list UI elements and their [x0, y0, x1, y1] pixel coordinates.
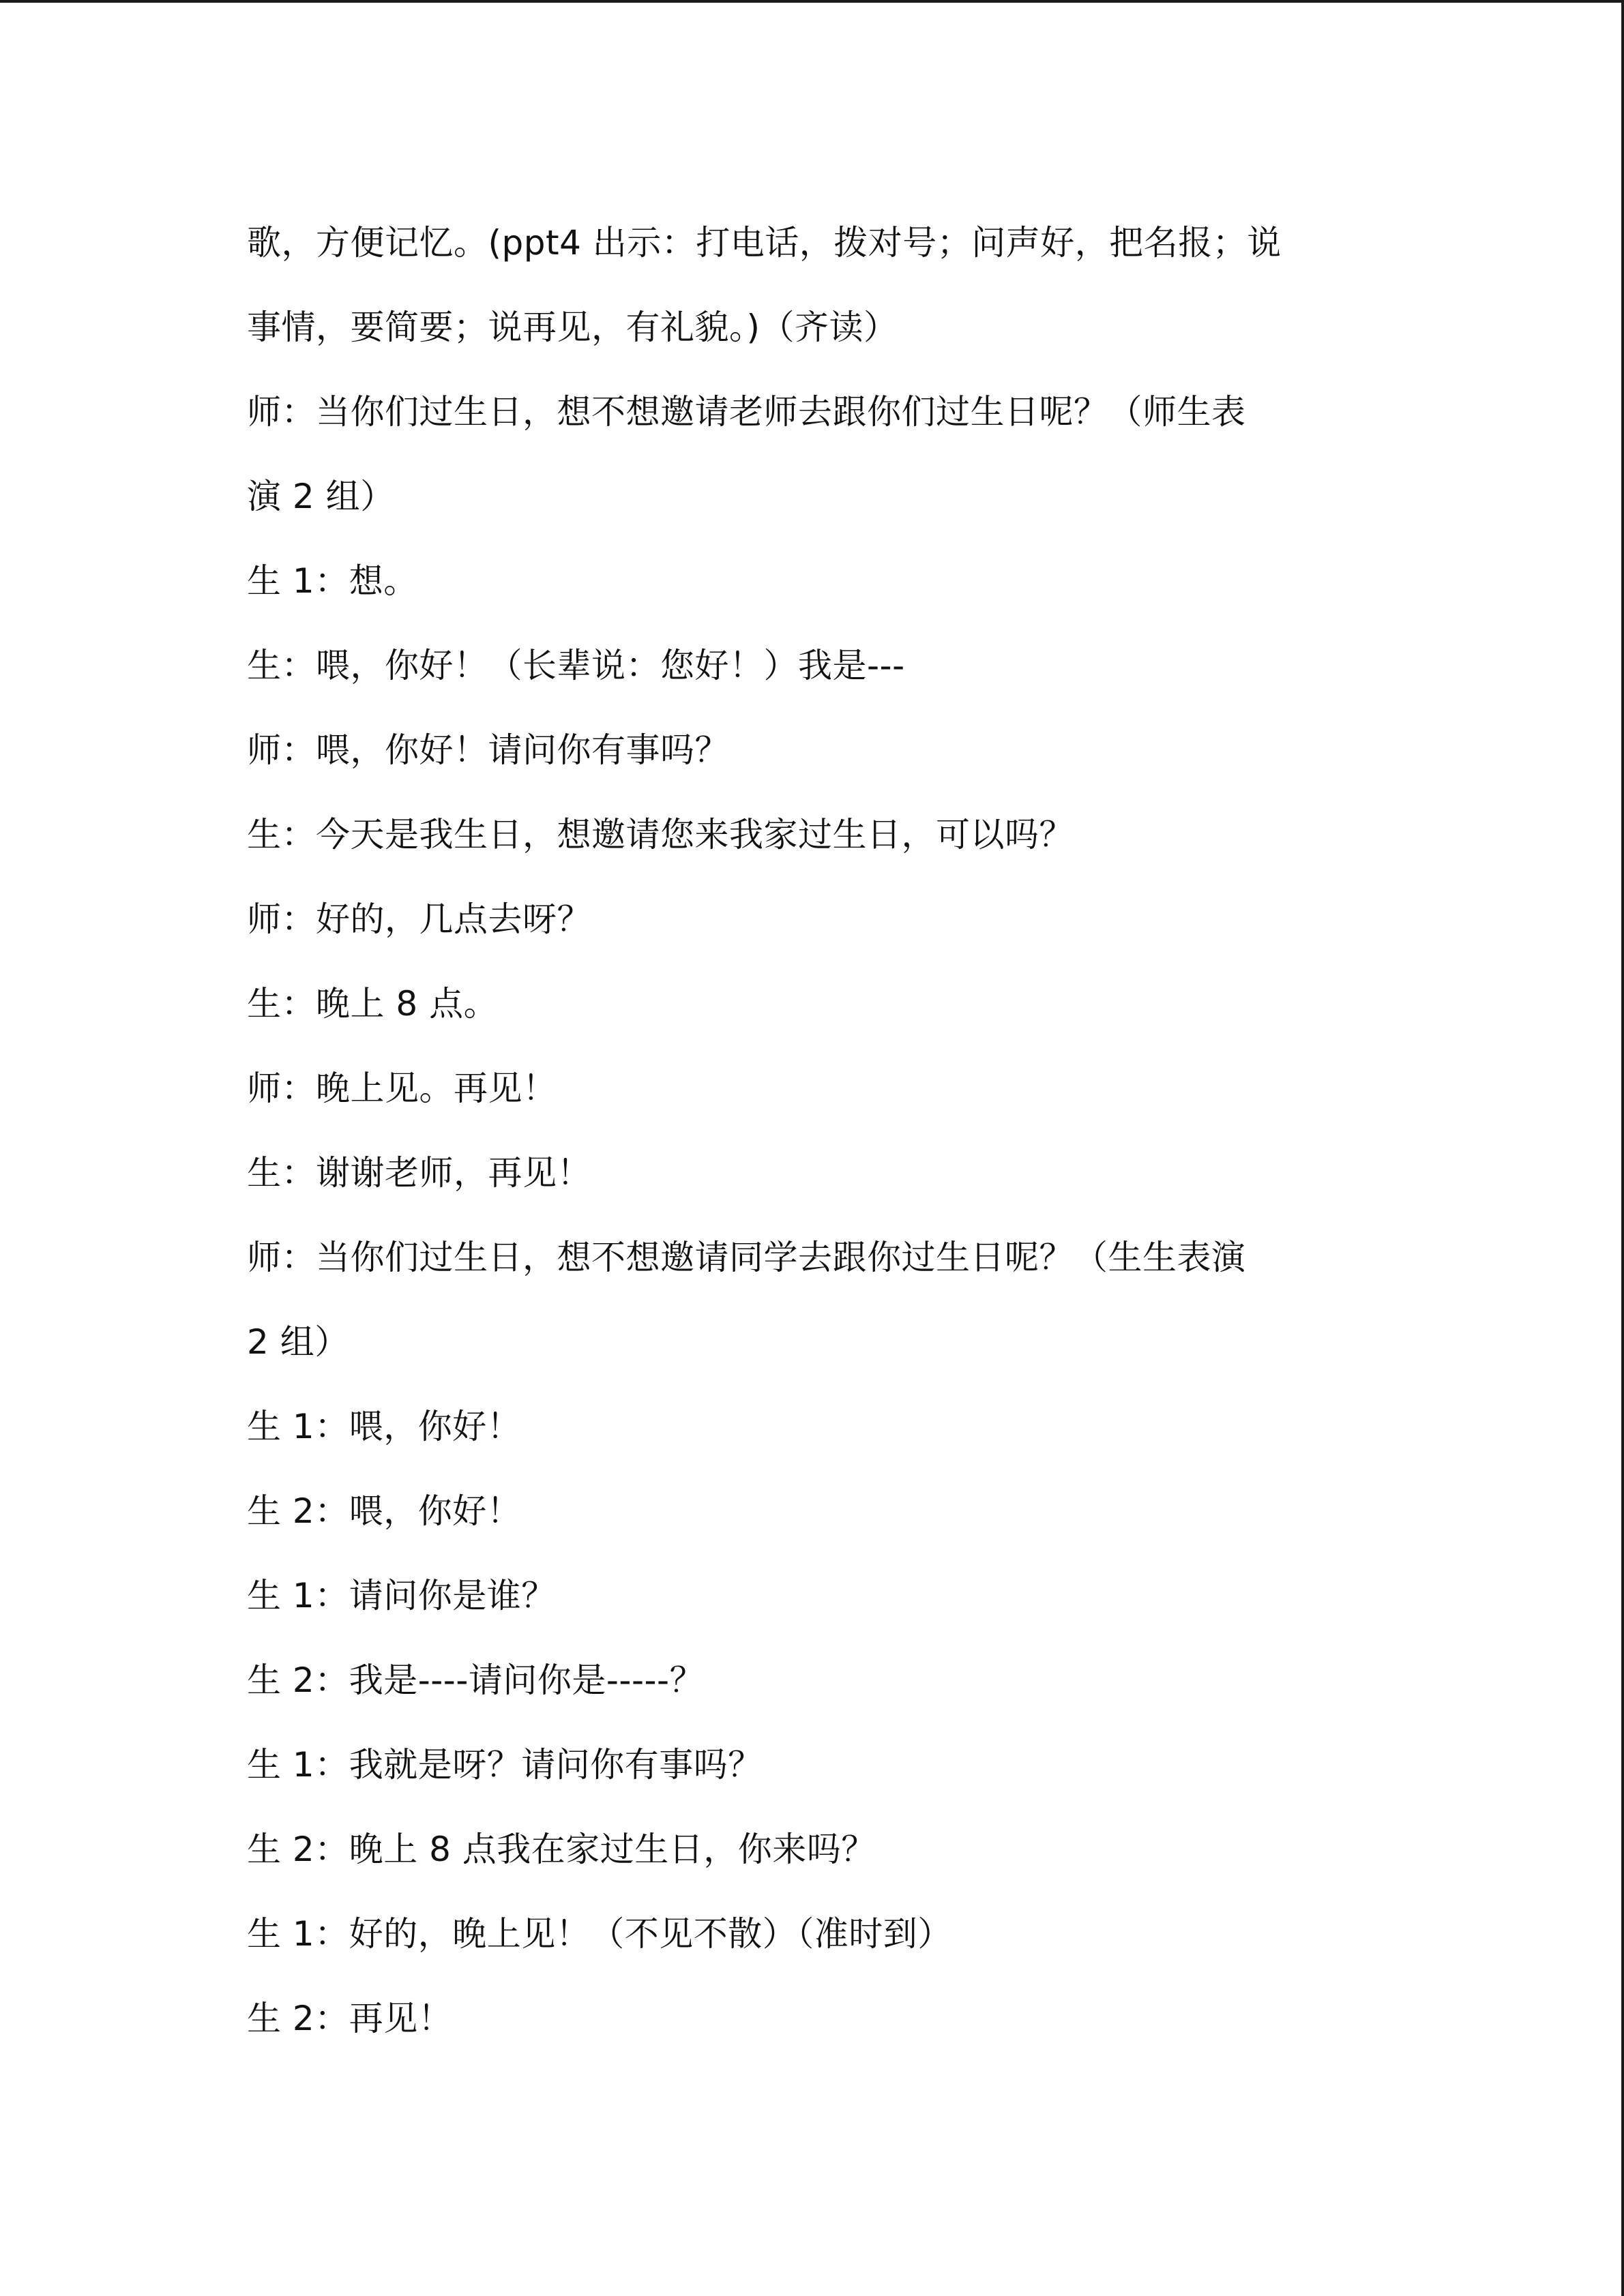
text-line: 生：晚上 8 点。 [247, 984, 499, 1024]
text-line: 生 2：我是----请问你是-----？ [247, 1660, 705, 1700]
text-line: 生 1：想。 [247, 561, 418, 601]
text-line: 歌，方便记忆。(ppt4 出示：打电话，拨对号；问声好，把名报；说 [247, 223, 1282, 263]
text-line: 生 2：晚上 8 点我在家过生日，你来吗？ [247, 1830, 876, 1869]
text-line: 生 1：好的，晚上见！（不见不散）（准时到） [247, 1914, 952, 1954]
text-line: 演 2 组） [247, 477, 395, 516]
text-line: 师：好的，几点去呀？ [247, 899, 591, 939]
text-line: 生 2：再见！ [247, 1999, 453, 2038]
page-right-border [1621, 0, 1624, 2296]
text-line: 师：当你们过生日，想不想邀请老师去跟你们过生日呢？（师生表 [247, 392, 1246, 432]
page-top-border [0, 0, 1624, 3]
text-line: 生：谢谢老师，再见！ [247, 1153, 591, 1193]
text-line: 生 2：喂，你好！ [247, 1491, 522, 1531]
text-line: 生：喂，你好！（长辈说：您好！）我是--- [247, 646, 905, 685]
text-line: 师：当你们过生日，想不想邀请同学去跟你过生日呢？（生生表演 [247, 1238, 1246, 1277]
document-body [247, 200, 1379, 2061]
text-line: 师：晚上见。再见！ [247, 1069, 557, 1108]
text-line: 生：今天是我生日，想邀请您来我家过生日，可以吗？ [247, 815, 1074, 854]
text-line: 生 1：请问你是谁？ [247, 1576, 556, 1615]
text-line: 生 1：喂，你好！ [247, 1407, 522, 1446]
text-line: 2 组） [247, 1322, 349, 1362]
text-line: 师：喂，你好！请问你有事吗？ [247, 730, 729, 770]
text-line: 生 1：我就是呀？请问你有事吗？ [247, 1745, 763, 1785]
text-line: 事情，要简要；说再见，有礼貌。)（齐读） [247, 308, 898, 347]
